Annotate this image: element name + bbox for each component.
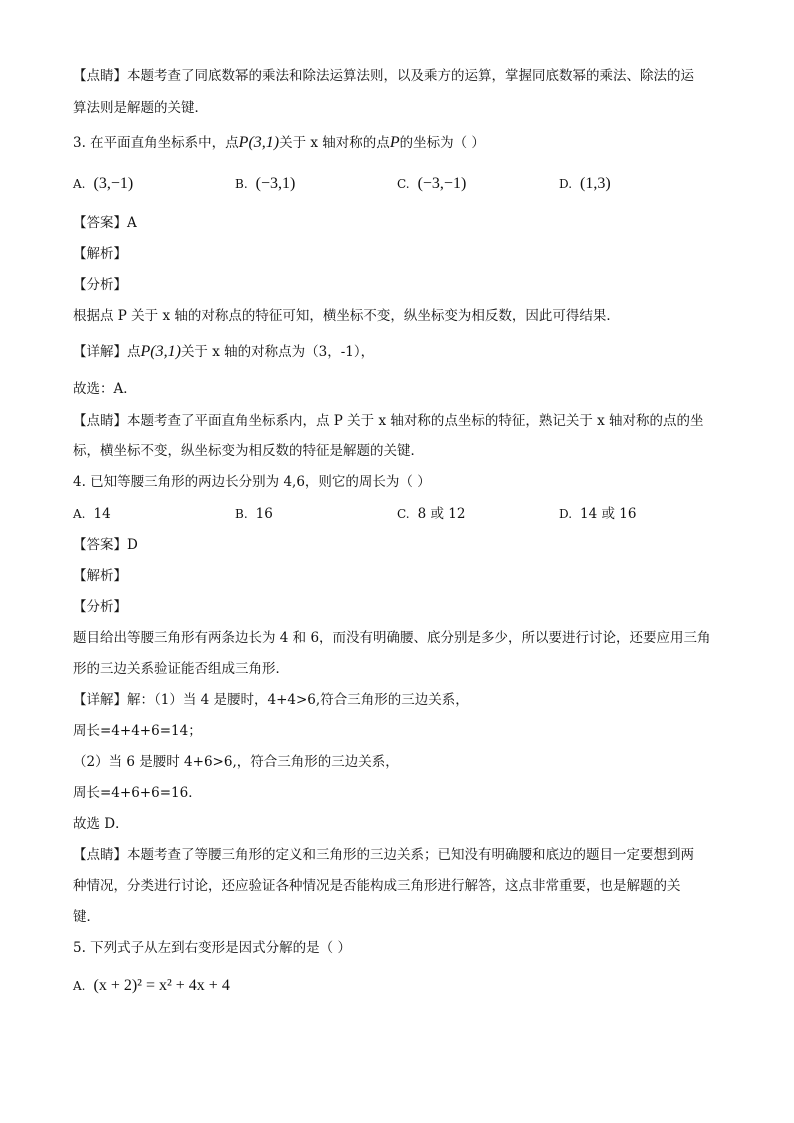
q3-fenxi-heading: 【分析】 bbox=[73, 277, 127, 293]
q2-comment-line1: 【点睛】本题考查了同底数幂的乘法和除法运算法则，以及乘方的运算，掌握同底数幂的乘法、除法的运 bbox=[73, 68, 694, 84]
option-value: (−3,1) bbox=[255, 175, 296, 192]
q4-comment-line3: 键． bbox=[73, 909, 100, 925]
q5-stem: 5. 下列式子从左到右变形是因式分解的是（ ） bbox=[73, 940, 351, 956]
q3-comment-line2: 标，横坐标不变，纵坐标变为相反数的特征是解题的关键． bbox=[73, 443, 424, 459]
q4-option-d bbox=[559, 503, 636, 525]
q3-option-b bbox=[235, 173, 295, 195]
option-value: (x + 2)² = x² + 4x + 4 bbox=[93, 977, 230, 994]
q3-stem bbox=[73, 133, 485, 153]
option-label: B. bbox=[235, 177, 248, 191]
q3-stem-part-b: 关于 x 轴对称的点 bbox=[279, 135, 390, 151]
option-value: 16 bbox=[255, 506, 273, 522]
q3-answer: 【答案】A bbox=[73, 215, 137, 231]
option-value: (−3,−1) bbox=[417, 175, 467, 192]
q3-stem-part-c: 的坐标为（ ） bbox=[399, 135, 485, 151]
option-label: D. bbox=[559, 507, 573, 521]
option-label: B. bbox=[235, 507, 248, 521]
q4-comment-line1: 【点睛】本题考查了等腰三角形的定义和三角形的三边关系；已知没有明确腰和底边的题目一定要想到两 bbox=[73, 847, 694, 863]
option-label: C. bbox=[397, 177, 410, 191]
option-label: C. bbox=[397, 507, 410, 521]
option-value: (3,−1) bbox=[93, 175, 134, 192]
option-value: 8 或 12 bbox=[417, 506, 466, 522]
q4-jiexi-heading: 【解析】 bbox=[73, 568, 127, 584]
q3-stem-p: P bbox=[389, 134, 400, 151]
q3-jiexi-heading: 【解析】 bbox=[73, 246, 127, 262]
option-label: A. bbox=[73, 507, 86, 521]
q3-analysis: 根据点 P 关于 x 轴的对称点的特征可知，横坐标不变，纵坐标变为相反数，因此可得结果． bbox=[73, 308, 620, 324]
q4-analysis-line2: 形的三边关系验证能否组成三角形． bbox=[73, 661, 289, 677]
q4-detail-line1: 【详解】解：（1）当 4 是腰时，4+4>6,符合三角形的三边关系， bbox=[73, 692, 469, 708]
q4-option-a bbox=[73, 503, 111, 525]
q3-detail-part-b: 关于 x 轴的对称点为（3，-1）， bbox=[180, 344, 375, 360]
option-label: A. bbox=[73, 979, 86, 993]
q2-comment-line2: 算法则是解题的关键． bbox=[73, 100, 208, 116]
q4-stem: 4. 已知等腰三角形的两边长分别为 4,6，则它的周长为（ ） bbox=[73, 474, 431, 490]
q4-choose: 故选 D． bbox=[73, 816, 129, 832]
q4-detail-line2: 周长=4+4+6=14； bbox=[73, 723, 202, 739]
q4-detail-line3: （2）当 6 是腰时 4+6>6,，符合三角形的三边关系， bbox=[73, 754, 399, 770]
q3-detail bbox=[73, 342, 374, 362]
q3-stem-part-a: 3. 在平面直角坐标系中，点 bbox=[73, 135, 239, 151]
option-label: A. bbox=[73, 177, 86, 191]
q3-option-a bbox=[73, 173, 133, 195]
q3-option-d bbox=[559, 173, 611, 195]
q3-stem-point: P(3,1) bbox=[238, 134, 280, 151]
q3-choose: 故选：A． bbox=[73, 381, 137, 397]
q3-option-c bbox=[397, 173, 466, 195]
option-value: (1,3) bbox=[580, 175, 611, 192]
q4-comment-line2: 种情况，分类进行讨论，还应验证各种情况是否能构成三角形进行解答，这点非常重要，也是解题的关 bbox=[73, 878, 681, 894]
q3-comment-line1: 【点睛】本题考查了平面直角坐标系内，点 P 关于 x 轴对称的点坐标的特征，熟记关于 x 轴对称的点的坐 bbox=[73, 413, 704, 429]
q3-detail-part-a: 【详解】点 bbox=[73, 344, 141, 360]
q4-option-b bbox=[235, 503, 273, 525]
q4-fenxi-heading: 【分析】 bbox=[73, 599, 127, 615]
q4-analysis-line1: 题目给出等腰三角形有两条边长为 4 和 6，而没有明确腰、底分别是多少，所以要进行讨论，还要应用三角 bbox=[73, 630, 711, 646]
q3-detail-point: P(3,1) bbox=[140, 343, 181, 360]
q5-option-a bbox=[73, 975, 230, 997]
q4-answer: 【答案】D bbox=[73, 537, 138, 553]
q4-detail-line4: 周长=4+6+6=16． bbox=[73, 785, 202, 801]
option-label: D. bbox=[559, 177, 573, 191]
q4-option-c bbox=[397, 503, 465, 525]
option-value: 14 bbox=[93, 506, 111, 522]
option-value: 14 或 16 bbox=[580, 506, 637, 522]
